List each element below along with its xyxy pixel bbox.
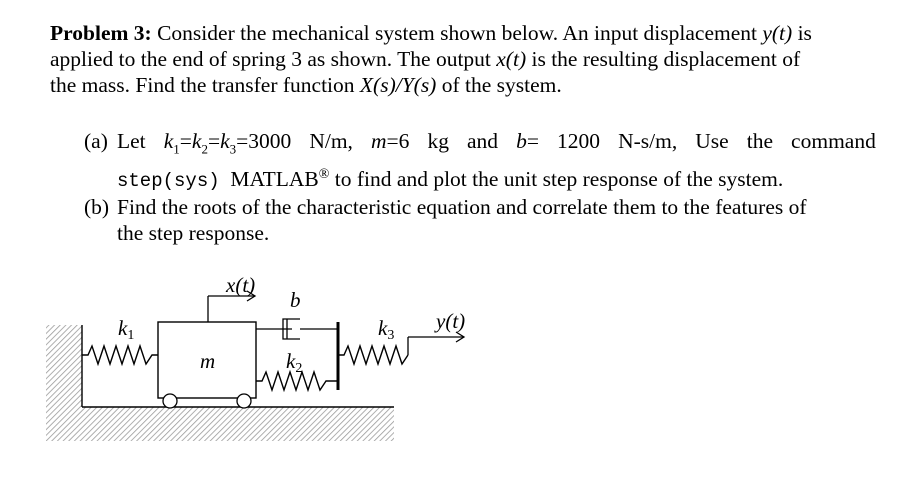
wheel-left [163, 394, 177, 408]
part-a-row-1: Let $k_1=k_2=k_3=3000$ N/m, m=6 kg and b= 1200 N-s/m, Use the command [117, 128, 876, 162]
registered-mark: ® [318, 167, 330, 183]
mass-value: m=6 [370, 129, 410, 153]
output-symbol: x(t) [496, 47, 527, 71]
spring-k1 [82, 346, 158, 364]
part-b-row-1: Find the roots of the characteristic equation and correlate them to the features of [117, 195, 807, 220]
matlab-name: MATLAB [230, 167, 319, 192]
part-b-row-2: the step response. [117, 221, 270, 246]
problem-line-2: applied to the end of spring 3 as shown. The output x(t) is the resulting displacement of [50, 47, 801, 71]
y-label: y(t) [436, 309, 466, 333]
wheel-right [237, 394, 251, 408]
mass-label: m [200, 349, 216, 373]
transfer-function-symbol: X(s)/Y(s) [359, 73, 437, 97]
part-b-tag: (b) [84, 195, 110, 220]
wall-hatch [46, 325, 82, 407]
spring-k3 [338, 346, 408, 364]
part-a-tag: (a) [84, 129, 108, 153]
k3-label: k3 [378, 316, 395, 343]
spring-constants: $k_1=k_2=k_3=3000$ [163, 129, 292, 157]
ground-hatch [46, 407, 394, 441]
damping-symbol: b= [516, 129, 539, 153]
k1-label: k1 [118, 316, 135, 343]
problem-line-3: the mass. Find the transfer function X(s)/Y(s) of the system. [50, 73, 562, 97]
problem-line-1: Problem 3: Consider the mechanical system shown below. An input displacement y(t) is [50, 21, 812, 45]
b-label: b [290, 288, 301, 312]
k2-label: k2 [286, 349, 303, 376]
input-symbol: y(t) [762, 21, 793, 45]
matlab-command: step(sys) [117, 170, 220, 193]
x-label: x(t) [226, 273, 256, 297]
problem-heading: Problem 3: [50, 21, 152, 45]
part-a-row-2: step(sys) MATLAB® to find and plot the unit step response of the system. [117, 167, 784, 193]
